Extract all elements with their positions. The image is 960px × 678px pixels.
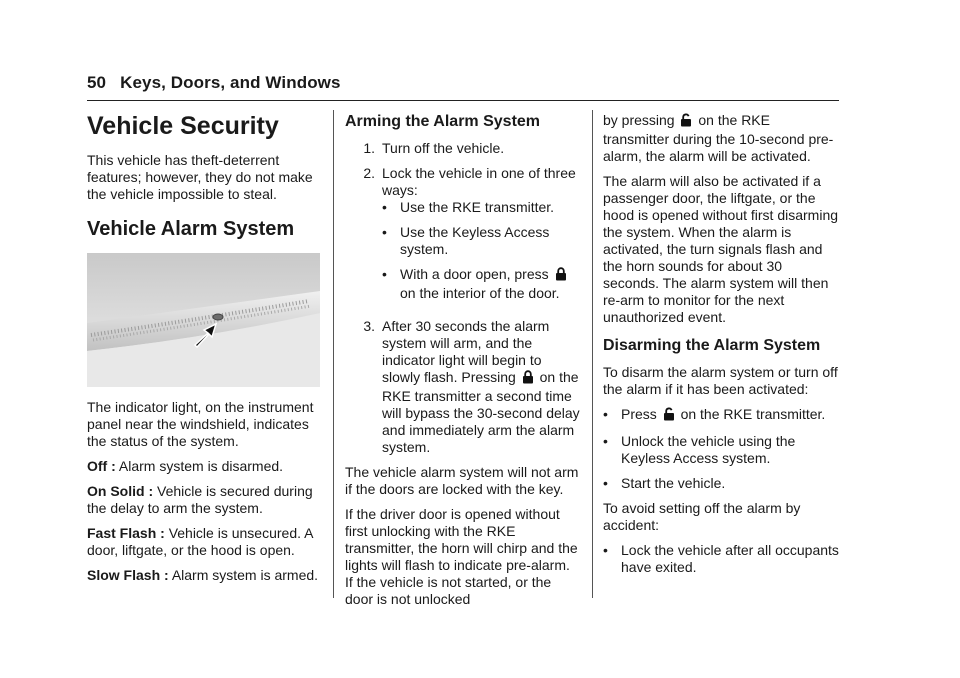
lock-methods-list	[382, 199, 581, 302]
page-header	[87, 73, 341, 93]
avoid-intro: To avoid setting off the alarm by accident:	[603, 500, 801, 533]
disarming-heading: Disarming the Alarm System	[603, 337, 821, 354]
list-item: • Lock the vehicle after all occupants have exited.	[603, 542, 839, 575]
list-item: • With a door open, press on the interior of the door.	[382, 266, 581, 302]
disarm-list	[603, 406, 839, 492]
page-number: 50	[87, 73, 107, 92]
activation-paragraph: The alarm will also be activated if a passenger door, the liftgate, or the hood is opened without first disarming the system. When the alarm is activated, the turn signals flash and the horn sounds for about 30 seconds. The alarm system will then re-arm to monitor for the next unauthorized event.	[603, 173, 839, 325]
page-title: Vehicle Security	[87, 112, 279, 140]
list-item: • Use the Keyless Access system.	[382, 224, 550, 257]
header-rule	[87, 100, 839, 101]
unlock-icon	[680, 113, 692, 131]
state-off: Off : Alarm system is disarmed.	[87, 458, 284, 474]
state-slow-flash: Slow Flash : Alarm system is armed.	[87, 567, 319, 583]
state-fast-flash: Fast Flash : Vehicle is unsecured. A door, liftgate, or the hood is open.	[87, 525, 313, 558]
chapter-title: Keys, Doors, and Windows	[120, 73, 341, 92]
lock-icon	[555, 267, 567, 285]
list-item: 2. Lock the vehicle in one of three ways: • Use the RKE transmitter. • Use the Keyless Access system. • With a door open, press on the interior of the door.	[345, 165, 581, 310]
arming-steps	[345, 140, 581, 456]
column-2	[345, 112, 581, 616]
pre-alarm-paragraph: If the driver door is opened without first unlocking with the RKE transmitter, the horn will chirp and the lights will flash to indicate pre-alarm. If the vehicle is not started, or the door is not unlocked	[345, 506, 578, 607]
column-3	[603, 112, 839, 584]
avoid-list	[603, 542, 839, 576]
list-item: • Use the RKE transmitter.	[382, 199, 555, 215]
state-on-solid: On Solid : Vehicle is secured during the delay to arm the system.	[87, 483, 313, 516]
disarm-intro: To disarm the alarm system or turn off the alarm if it has been activated:	[603, 364, 838, 397]
column-divider-1	[333, 110, 334, 598]
column-1	[87, 112, 323, 592]
dashboard-indicator-illustration	[87, 253, 320, 387]
indicator-description: The indicator light, on the instrument panel near the windshield, indicates the status of the system.	[87, 399, 314, 449]
section-title: Vehicle Alarm System	[87, 218, 295, 240]
pre-alarm-continued: by pressing on the RKE transmitter during the 10-second pre-alarm, the alarm will be activated.	[603, 112, 834, 164]
list-item: 3. After 30 seconds the alarm system will arm, and the indicator light will begin to slowly flash. Pressing on the RKE transmitter a second time will bypass the 30-second delay and immediately arm the alarm system.	[363, 318, 580, 455]
arming-heading: Arming the Alarm System	[345, 113, 541, 130]
list-item: 1. Turn off the vehicle.	[363, 140, 505, 156]
key-lock-note: The vehicle alarm system will not arm if the doors are locked with the key.	[345, 464, 579, 497]
intro-paragraph: This vehicle has theft-deterrent features; however, they do not make the vehicle impossible to steal.	[87, 152, 313, 202]
column-divider-2	[592, 110, 593, 598]
list-item: • Unlock the vehicle using the Keyless Access system.	[603, 433, 796, 466]
list-item: • Start the vehicle.	[603, 475, 726, 491]
lock-icon	[522, 370, 534, 388]
unlock-icon	[663, 407, 675, 425]
list-item: • Press on the RKE transmitter.	[603, 406, 839, 425]
